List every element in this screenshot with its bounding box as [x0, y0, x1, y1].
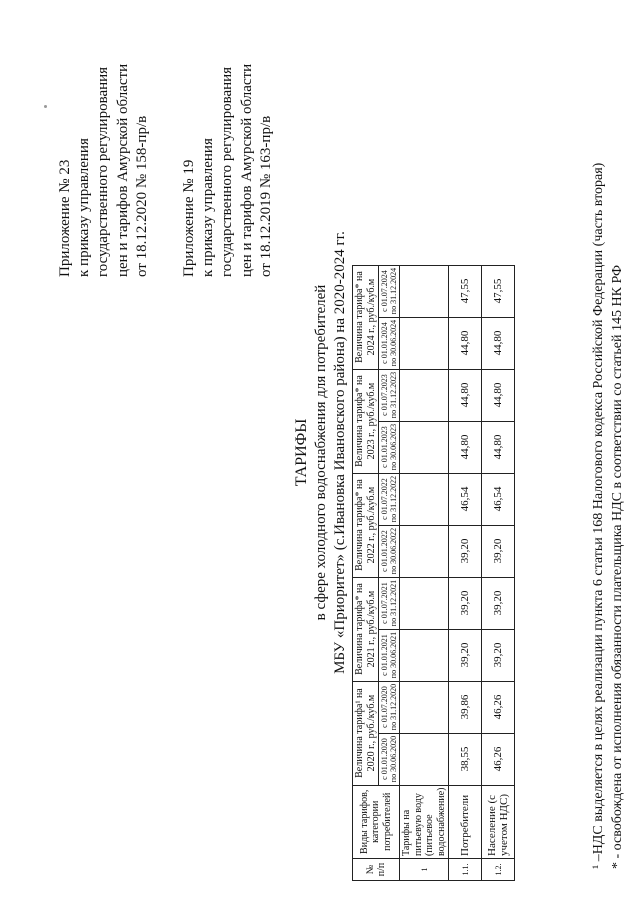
tariff-value: 47,55	[449, 265, 482, 317]
period-header: с 01.01.2020 по 30.06.2020	[379, 733, 400, 785]
appendix-23-line: Приложение № 23	[57, 159, 73, 277]
row-number: 1.1.	[449, 859, 482, 881]
footnote-vat: ¹ –НДС выделяется в целях реализации пункта 6 статьи 168 Налогового кодекса Российской Федерации (часть вторая)	[591, 162, 606, 869]
year-2022-header: Величина тарифа* на 2022 г., руб./куб.м	[353, 473, 379, 577]
appendix-19-line: Приложение № 19	[181, 159, 197, 277]
appendix-23-header	[56, 64, 152, 277]
tariff-value: 39,20	[482, 629, 515, 681]
footnotes	[590, 163, 628, 869]
period-header: с 01.07.2020 по 31.12.2020	[379, 681, 400, 733]
appendix-23-line: от 18.12.2020 № 158-пр/в	[133, 115, 150, 277]
row-label: Потребители	[449, 785, 482, 858]
footnote-exemption: * - освобождена от исполнения обязанности плательщика НДС в соответствии со статьей 145 НК РФ	[609, 264, 625, 869]
period-header: с 01.01.2022 по 30.06.2022	[379, 525, 400, 577]
tariff-value: 47,55	[482, 265, 515, 317]
period-header: с 01.07.2022 по 31.12.2022	[379, 473, 400, 525]
tariff-value: 46,26	[482, 681, 515, 733]
row-number: 1.2.	[482, 859, 515, 881]
section-number: 1	[400, 859, 449, 881]
period-header: с 01.01.2023 по 30.06.2023	[379, 421, 400, 473]
tariff-value: 39,20	[482, 577, 515, 629]
period-header: с 01.07.2023 по 31.12.2023	[379, 369, 400, 421]
period-header: с 01.07.2021 по 31.12.2021	[379, 577, 400, 629]
tariff-value: 39,20	[449, 525, 482, 577]
title-subtitle: в сфере холодного водоснабжения для потребителей	[313, 284, 329, 621]
tariff-value: 46,54	[449, 473, 482, 525]
appendix-19-header	[180, 64, 276, 277]
section-label: Тарифы на питьевую воду (питьевое водоснабжение)	[400, 785, 449, 858]
tariff-value: 44,80	[449, 317, 482, 369]
appendix-23-line: государственного регулирования	[95, 66, 112, 277]
period-header: с 01.07.2024 по 31.12.2024	[379, 265, 400, 317]
tariff-table	[352, 265, 515, 881]
year-2024-header: Величина тарифа* на 2024 г., руб./куб.м	[353, 265, 379, 369]
tariff-value: 44,80	[449, 369, 482, 421]
tariff-value: 39,86	[449, 681, 482, 733]
tariff-value: 44,80	[482, 369, 515, 421]
col-tariff-type-header: Виды тарифов, категории потребителей	[353, 785, 400, 858]
tariff-value: 44,80	[482, 421, 515, 473]
period-header: с 01.01.2024 по 30.06.2024	[379, 317, 400, 369]
appendix-19-line: цен и тарифов Амурской области	[238, 63, 255, 277]
appendix-23-line: к приказу управления	[76, 138, 93, 277]
title-main: ТАРИФЫ	[293, 418, 310, 487]
period-header: с 01.01.2021 по 30.06.2021	[379, 629, 400, 681]
appendix-19-line: к приказу управления	[200, 138, 217, 277]
year-2020-header: Величина тарифа¹ на 2020 г., руб./куб.м	[353, 681, 379, 785]
tariff-value: 38,55	[449, 733, 482, 785]
document-title	[292, 0, 350, 905]
appendix-19-line: государственного регулирования	[219, 66, 236, 277]
year-2023-header: Величина тарифа* на 2023 г., руб./куб.м	[353, 369, 379, 473]
tariff-value: 39,20	[449, 577, 482, 629]
appendix-19-line: от 18.12.2019 № 163-пр/в	[257, 115, 274, 277]
tariff-value: 39,20	[449, 629, 482, 681]
appendix-23-line: цен и тарифов Амурской области	[114, 63, 131, 277]
table-row	[482, 265, 515, 880]
col-number-header: № п/п	[353, 859, 400, 881]
tariff-value: 44,80	[482, 317, 515, 369]
tariff-value: 46,26	[482, 733, 515, 785]
tariff-value: 46,54	[482, 473, 515, 525]
title-organization: МБУ «Приоритет» (с.Ивановка Ивановского района) на 2020-2024 гг.	[331, 231, 348, 674]
table-row	[449, 265, 482, 880]
tariff-value: 44,80	[449, 421, 482, 473]
row-label: Население (с учетом НДС)	[482, 785, 515, 858]
year-2021-header: Величина тарифа* на 2021 г., руб./куб.м	[353, 577, 379, 681]
table-section-row	[400, 265, 449, 880]
tariff-value: 39,20	[482, 525, 515, 577]
